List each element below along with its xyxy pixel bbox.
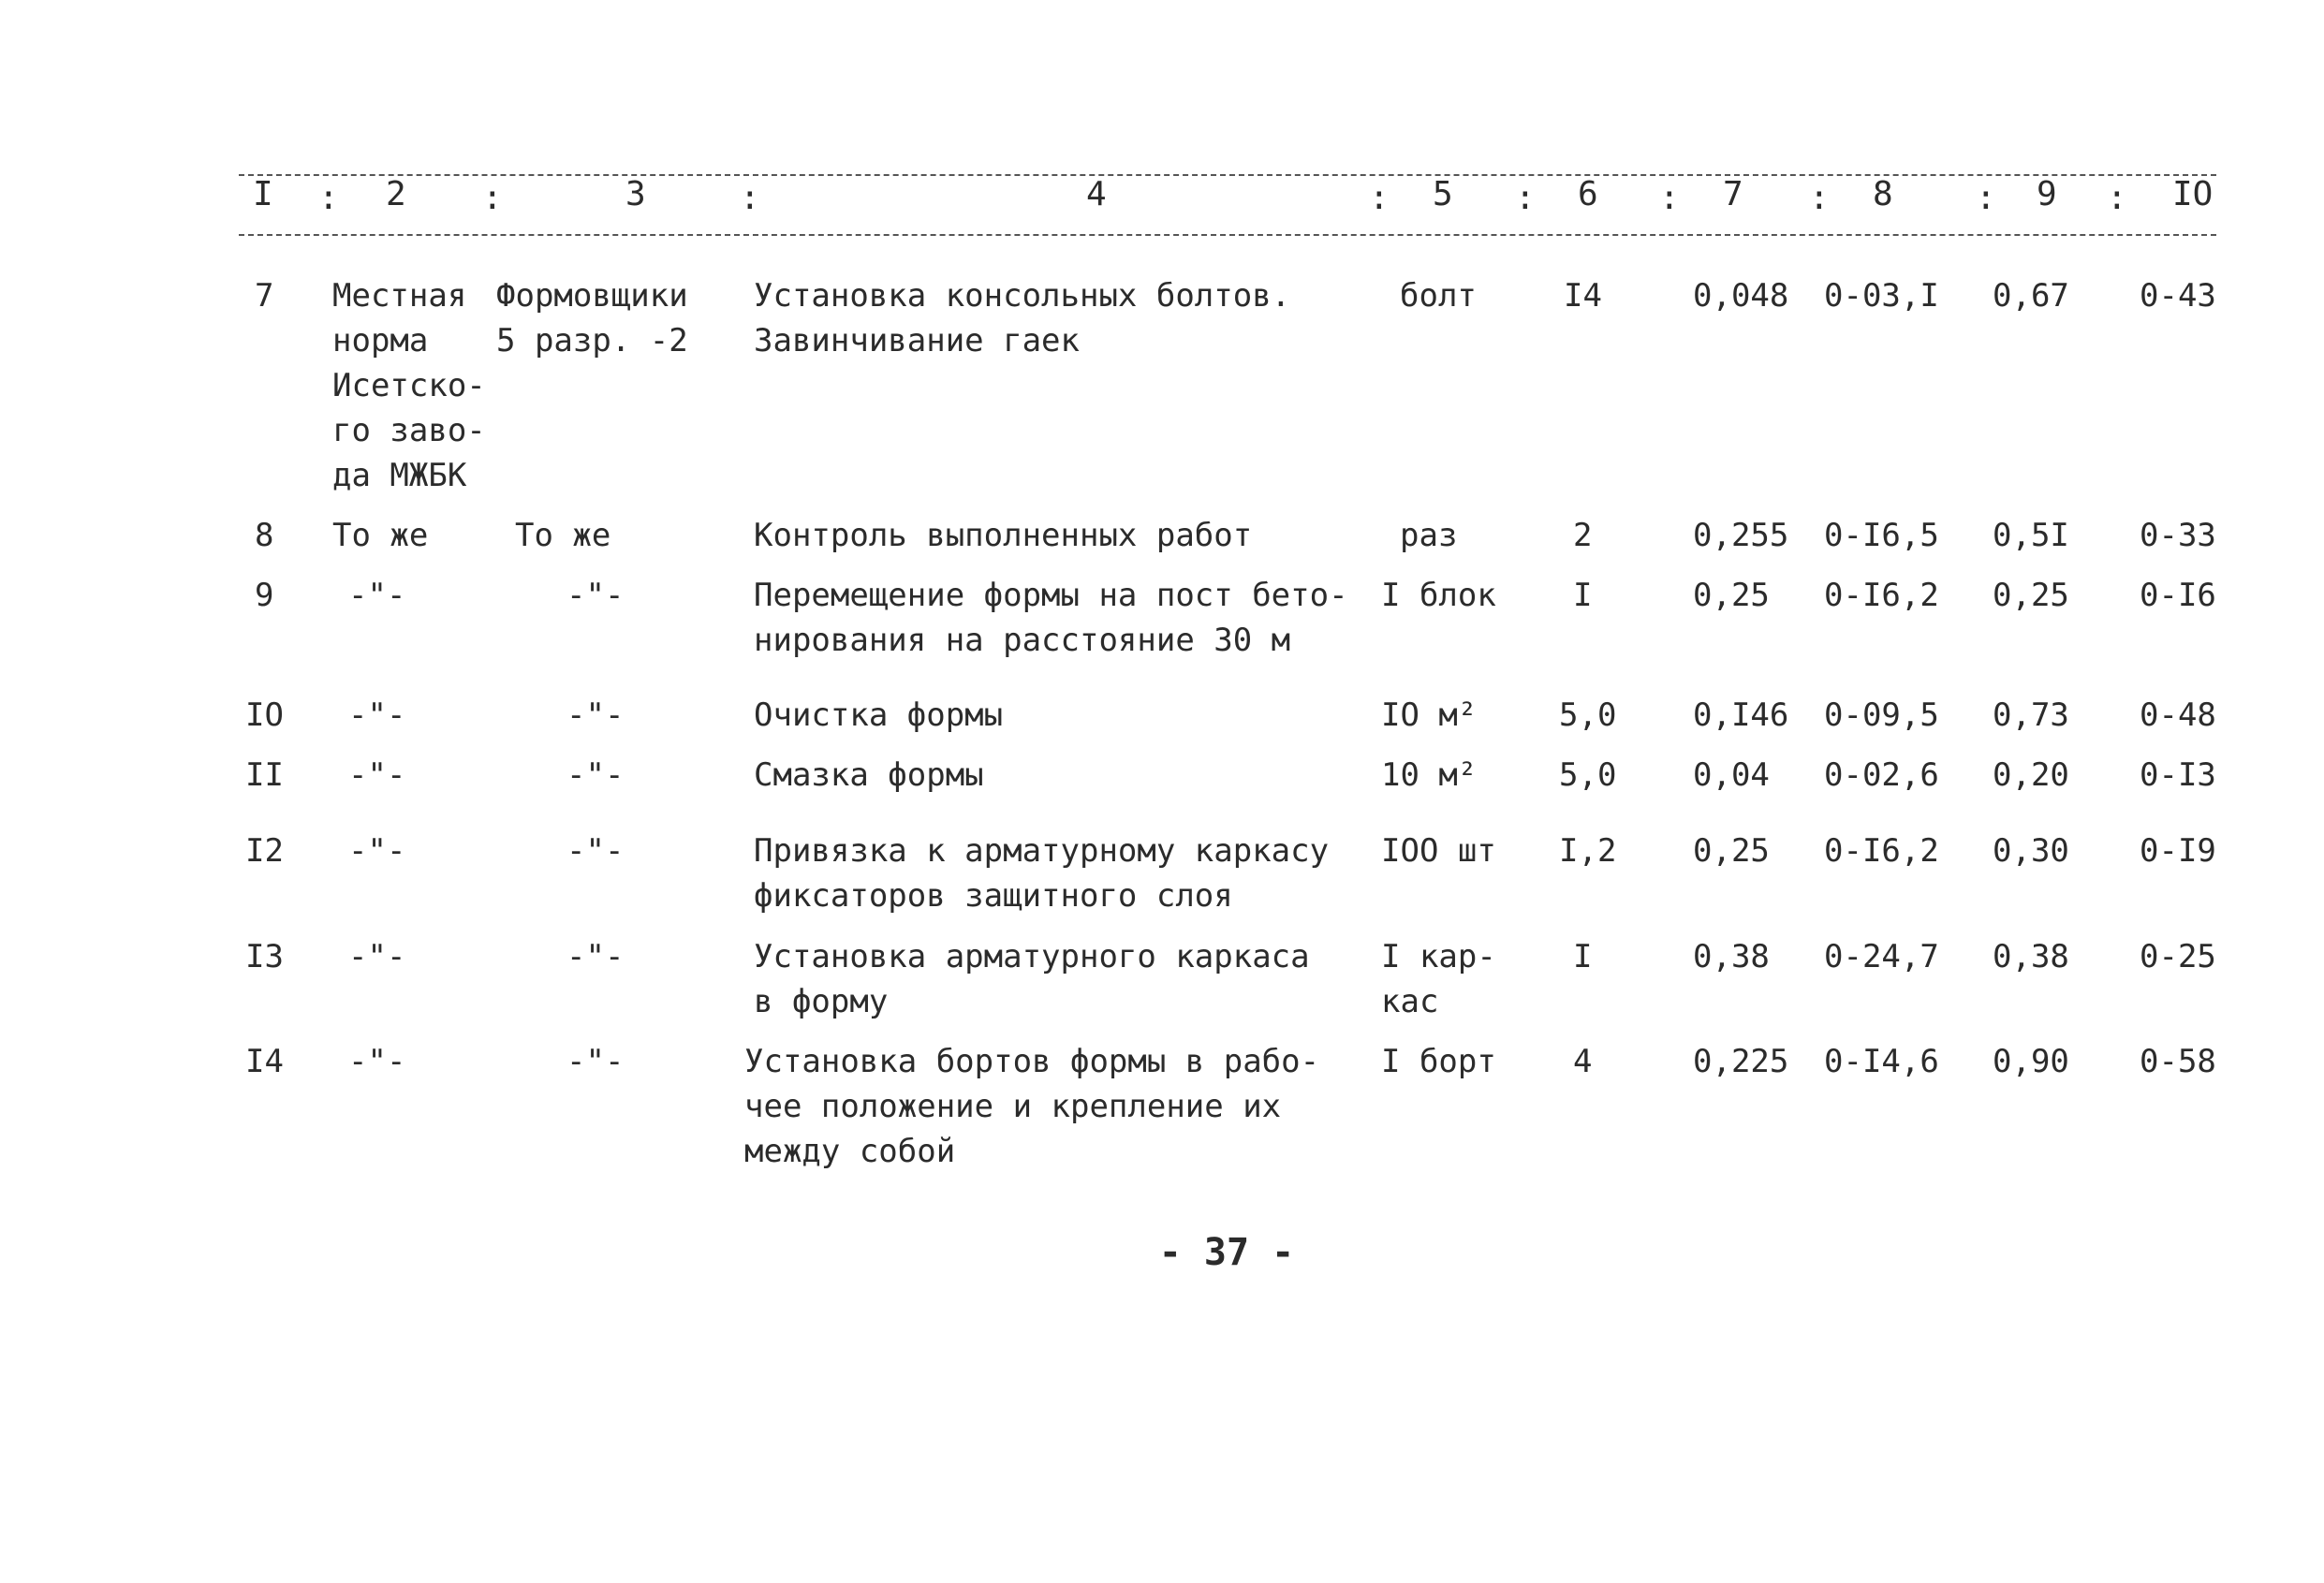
quantity: 5,0 bbox=[1559, 696, 1617, 734]
operation: Установка консольных болтов. Завинчивание гаек bbox=[754, 277, 1291, 359]
unit: 10 м² bbox=[1381, 756, 1478, 794]
rate: 0-02,6 bbox=[1824, 756, 1939, 794]
quantity: I4 bbox=[1564, 277, 1602, 315]
labor-total: 0,5I bbox=[1993, 517, 2069, 554]
norm-source: -"- bbox=[348, 938, 406, 975]
rate: 0-I6,2 bbox=[1824, 832, 1939, 870]
norm-source: -"- bbox=[348, 1043, 406, 1080]
top-rule bbox=[239, 174, 2216, 176]
unit: раз bbox=[1400, 517, 1458, 554]
workers: Формовщики 5 разр. -2 bbox=[496, 277, 688, 359]
time-norm: 0,25 bbox=[1693, 577, 1770, 614]
labor-total: 0,25 bbox=[1993, 577, 2069, 614]
header-col-8: 8 bbox=[1873, 175, 1893, 213]
header-separator: : bbox=[1515, 179, 1536, 217]
workers: -"- bbox=[566, 696, 625, 734]
rate: 0-24,7 bbox=[1824, 938, 1939, 975]
rate: 0-I4,6 bbox=[1824, 1043, 1939, 1080]
cost-total: 0-58 bbox=[2140, 1043, 2216, 1080]
workers: -"- bbox=[566, 832, 625, 870]
row-number: I3 bbox=[245, 938, 284, 975]
cost-total: 0-48 bbox=[2140, 696, 2216, 734]
norm-source: -"- bbox=[348, 577, 406, 614]
header-col-10: IO bbox=[2172, 175, 2214, 213]
unit: IO м² bbox=[1381, 696, 1478, 734]
cost-total: 0-I6 bbox=[2140, 577, 2216, 614]
header-separator: : bbox=[1659, 179, 1680, 217]
workers: -"- bbox=[566, 577, 625, 614]
time-norm: 0,04 bbox=[1693, 756, 1770, 794]
quantity: I bbox=[1573, 938, 1593, 975]
time-norm: 0,048 bbox=[1693, 277, 1789, 315]
cost-total: 0-I9 bbox=[2140, 832, 2216, 870]
row-number: II bbox=[245, 756, 284, 794]
workers: То же bbox=[515, 517, 611, 554]
labor-total: 0,67 bbox=[1993, 277, 2069, 315]
header-col-1: I bbox=[253, 175, 273, 213]
operation: Установка арматурного каркаса в форму bbox=[754, 938, 1310, 1020]
norm-source: Местная норма Исетско- го заво- да МЖБК bbox=[332, 277, 486, 494]
header-separator: : bbox=[740, 179, 760, 217]
header-separator: : bbox=[318, 179, 339, 217]
labor-total: 0,90 bbox=[1993, 1043, 2069, 1080]
operation: Привязка к арматурному каркасу фиксаторов защитного слоя bbox=[754, 832, 1330, 915]
header-separator: : bbox=[1369, 179, 1390, 217]
rate: 0-03,I bbox=[1824, 277, 1939, 315]
labor-total: 0,20 bbox=[1993, 756, 2069, 794]
operation: Очистка формы bbox=[754, 696, 1004, 734]
unit: IOO шт bbox=[1381, 832, 1496, 870]
rate: 0-I6,5 bbox=[1824, 517, 1939, 554]
page-number: - 37 - bbox=[1158, 1231, 1295, 1274]
row-number: 7 bbox=[255, 277, 274, 315]
quantity: I bbox=[1573, 577, 1593, 614]
rate: 0-09,5 bbox=[1824, 696, 1939, 734]
row-number: I4 bbox=[245, 1043, 284, 1080]
quantity: 4 bbox=[1573, 1043, 1593, 1080]
row-number: IO bbox=[245, 696, 284, 734]
labor-total: 0,38 bbox=[1993, 938, 2069, 975]
time-norm: 0,25 bbox=[1693, 832, 1770, 870]
header-rule bbox=[239, 234, 2216, 236]
operation: Смазка формы bbox=[754, 756, 984, 794]
cost-total: 0-I3 bbox=[2140, 756, 2216, 794]
norm-source: То же bbox=[332, 517, 429, 554]
quantity: 5,0 bbox=[1559, 756, 1617, 794]
row-number: I2 bbox=[245, 832, 284, 870]
time-norm: 0,I46 bbox=[1693, 696, 1789, 734]
norm-source: -"- bbox=[348, 756, 406, 794]
row-number: 9 bbox=[255, 577, 274, 614]
workers: -"- bbox=[566, 1043, 625, 1080]
norm-source: -"- bbox=[348, 832, 406, 870]
quantity: I,2 bbox=[1559, 832, 1617, 870]
unit: I борт bbox=[1381, 1043, 1496, 1080]
rate: 0-I6,2 bbox=[1824, 577, 1939, 614]
row-number: 8 bbox=[255, 517, 274, 554]
unit: I кар- кас bbox=[1381, 938, 1496, 1020]
workers: -"- bbox=[566, 938, 625, 975]
header-separator: : bbox=[1976, 179, 1996, 217]
cost-total: 0-25 bbox=[2140, 938, 2216, 975]
labor-total: 0,30 bbox=[1993, 832, 2069, 870]
time-norm: 0,225 bbox=[1693, 1043, 1789, 1080]
operation: Перемещение формы на пост бето- нирования на расстояние 30 м bbox=[754, 577, 1348, 659]
header-separator: : bbox=[482, 179, 503, 217]
operation: Установка бортов формы в рабо- чее положение и крепление их между собой bbox=[744, 1043, 1320, 1170]
header-separator: : bbox=[2107, 179, 2127, 217]
header-col-6: 6 bbox=[1578, 175, 1598, 213]
operation: Контроль выполненных работ bbox=[754, 517, 1253, 554]
time-norm: 0,255 bbox=[1693, 517, 1789, 554]
norm-source: -"- bbox=[348, 696, 406, 734]
header-col-3: 3 bbox=[625, 175, 646, 213]
header-col-2: 2 bbox=[386, 175, 406, 213]
quantity: 2 bbox=[1573, 517, 1593, 554]
labor-total: 0,73 bbox=[1993, 696, 2069, 734]
header-col-9: 9 bbox=[2037, 175, 2057, 213]
cost-total: 0-33 bbox=[2140, 517, 2216, 554]
header-col-4: 4 bbox=[1086, 175, 1107, 213]
unit: болт bbox=[1400, 277, 1477, 315]
header-col-5: 5 bbox=[1433, 175, 1453, 213]
cost-total: 0-43 bbox=[2140, 277, 2216, 315]
workers: -"- bbox=[566, 756, 625, 794]
header-separator: : bbox=[1809, 179, 1830, 217]
time-norm: 0,38 bbox=[1693, 938, 1770, 975]
unit: I блок bbox=[1381, 577, 1496, 614]
header-col-7: 7 bbox=[1723, 175, 1743, 213]
